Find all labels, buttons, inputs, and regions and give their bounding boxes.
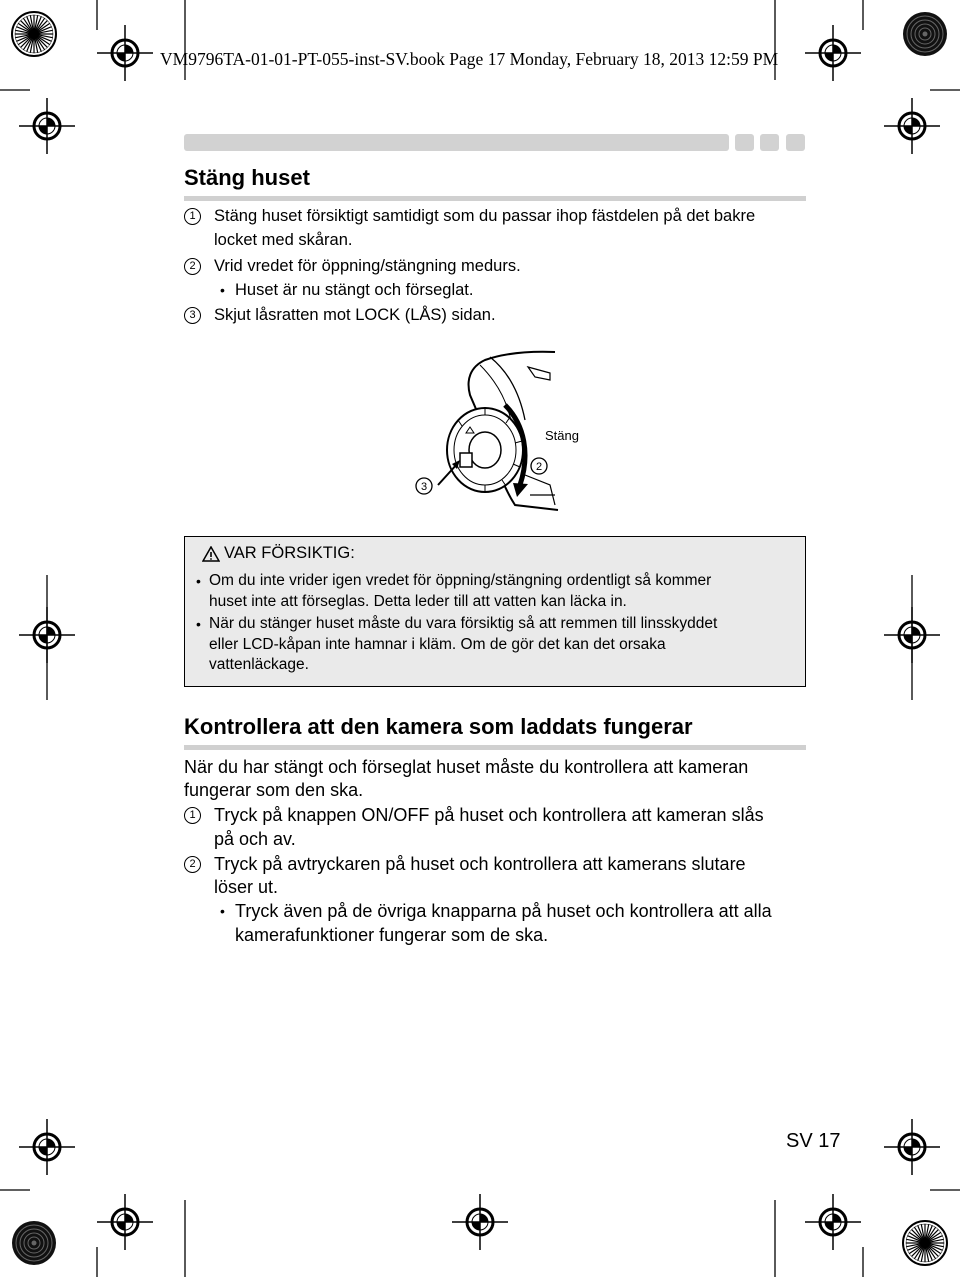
- step-text: Stäng huset försiktigt samtidigt som du passar ihop fästdelen på det bakre: [214, 207, 756, 225]
- step-number: 2: [184, 258, 201, 275]
- step-text: Tryck på avtryckaren på huset och kontrollera att kamerans slutare: [214, 854, 746, 874]
- step-text: löser ut.: [214, 877, 279, 897]
- label-close: Stäng: [545, 428, 579, 443]
- section-rule: [184, 196, 806, 201]
- intro-text: fungerar som den ska.: [184, 780, 364, 800]
- bullet-text: Huset är nu stängt och förseglat.: [235, 281, 474, 299]
- section-bar-block: [760, 134, 779, 151]
- step-number: 2: [184, 856, 201, 873]
- warning-icon: [202, 546, 220, 562]
- step-number: 3: [184, 307, 201, 324]
- housing-dial-illustration: [400, 345, 600, 520]
- step-text: locket med skåran.: [214, 231, 353, 249]
- step-number: 1: [184, 807, 201, 824]
- bullet-text: kamerafunktioner fungerar som de ska.: [235, 925, 549, 945]
- step-text: Vrid vredet för öppning/stängning medurs.: [214, 257, 521, 275]
- bullet-dot: •: [196, 616, 201, 632]
- section-title-check-camera: Kontrollera att den kamera som laddats fungerar: [184, 714, 693, 739]
- section-bar: [184, 134, 729, 151]
- bullet-dot: •: [220, 903, 225, 919]
- section-title-close-housing: Stäng huset: [184, 165, 310, 190]
- section-rule: [184, 745, 806, 750]
- page-number: SV 17: [786, 1130, 841, 1152]
- bullet-text: Tryck även på de övriga knapparna på huset och kontrollera att alla: [235, 901, 772, 921]
- bullet-dot: •: [196, 573, 201, 589]
- step-text: Tryck på knappen ON/OFF på huset och kontrollera att kameran slås: [214, 805, 764, 825]
- print-header: VM9796TA-01-01-PT-055-inst-SV.book Page 17 Monday, February 18, 2013 12:59 PM: [160, 49, 779, 69]
- section-bar-block: [786, 134, 805, 151]
- step-number: 1: [184, 208, 201, 225]
- caution-text: Om du inte vrider igen vredet för öppning/stängning ordentligt så kommer: [209, 572, 712, 589]
- caution-text: När du stänger huset måste du vara försiktig så att remmen till linsskyddet: [209, 615, 718, 632]
- bullet-dot: •: [220, 282, 225, 298]
- caution-text: vattenläckage.: [209, 656, 309, 673]
- step-text: på och av.: [214, 829, 296, 849]
- section-bar-block: [735, 134, 754, 151]
- caution-text: huset inte att förseglas. Detta leder till att vatten kan läcka in.: [209, 593, 627, 610]
- step-text: Skjut låsratten mot LOCK (LÅS) sidan.: [214, 306, 496, 324]
- caution-title: VAR FÖRSIKTIG:: [224, 544, 355, 562]
- callout-2: 2: [535, 461, 543, 473]
- callout-3: 3: [420, 481, 428, 493]
- caution-text: eller LCD-kåpan inte hamnar i kläm. Om de gör det kan det orsaka: [209, 636, 666, 653]
- intro-text: När du har stängt och förseglat huset måste du kontrollera att kameran: [184, 757, 749, 777]
